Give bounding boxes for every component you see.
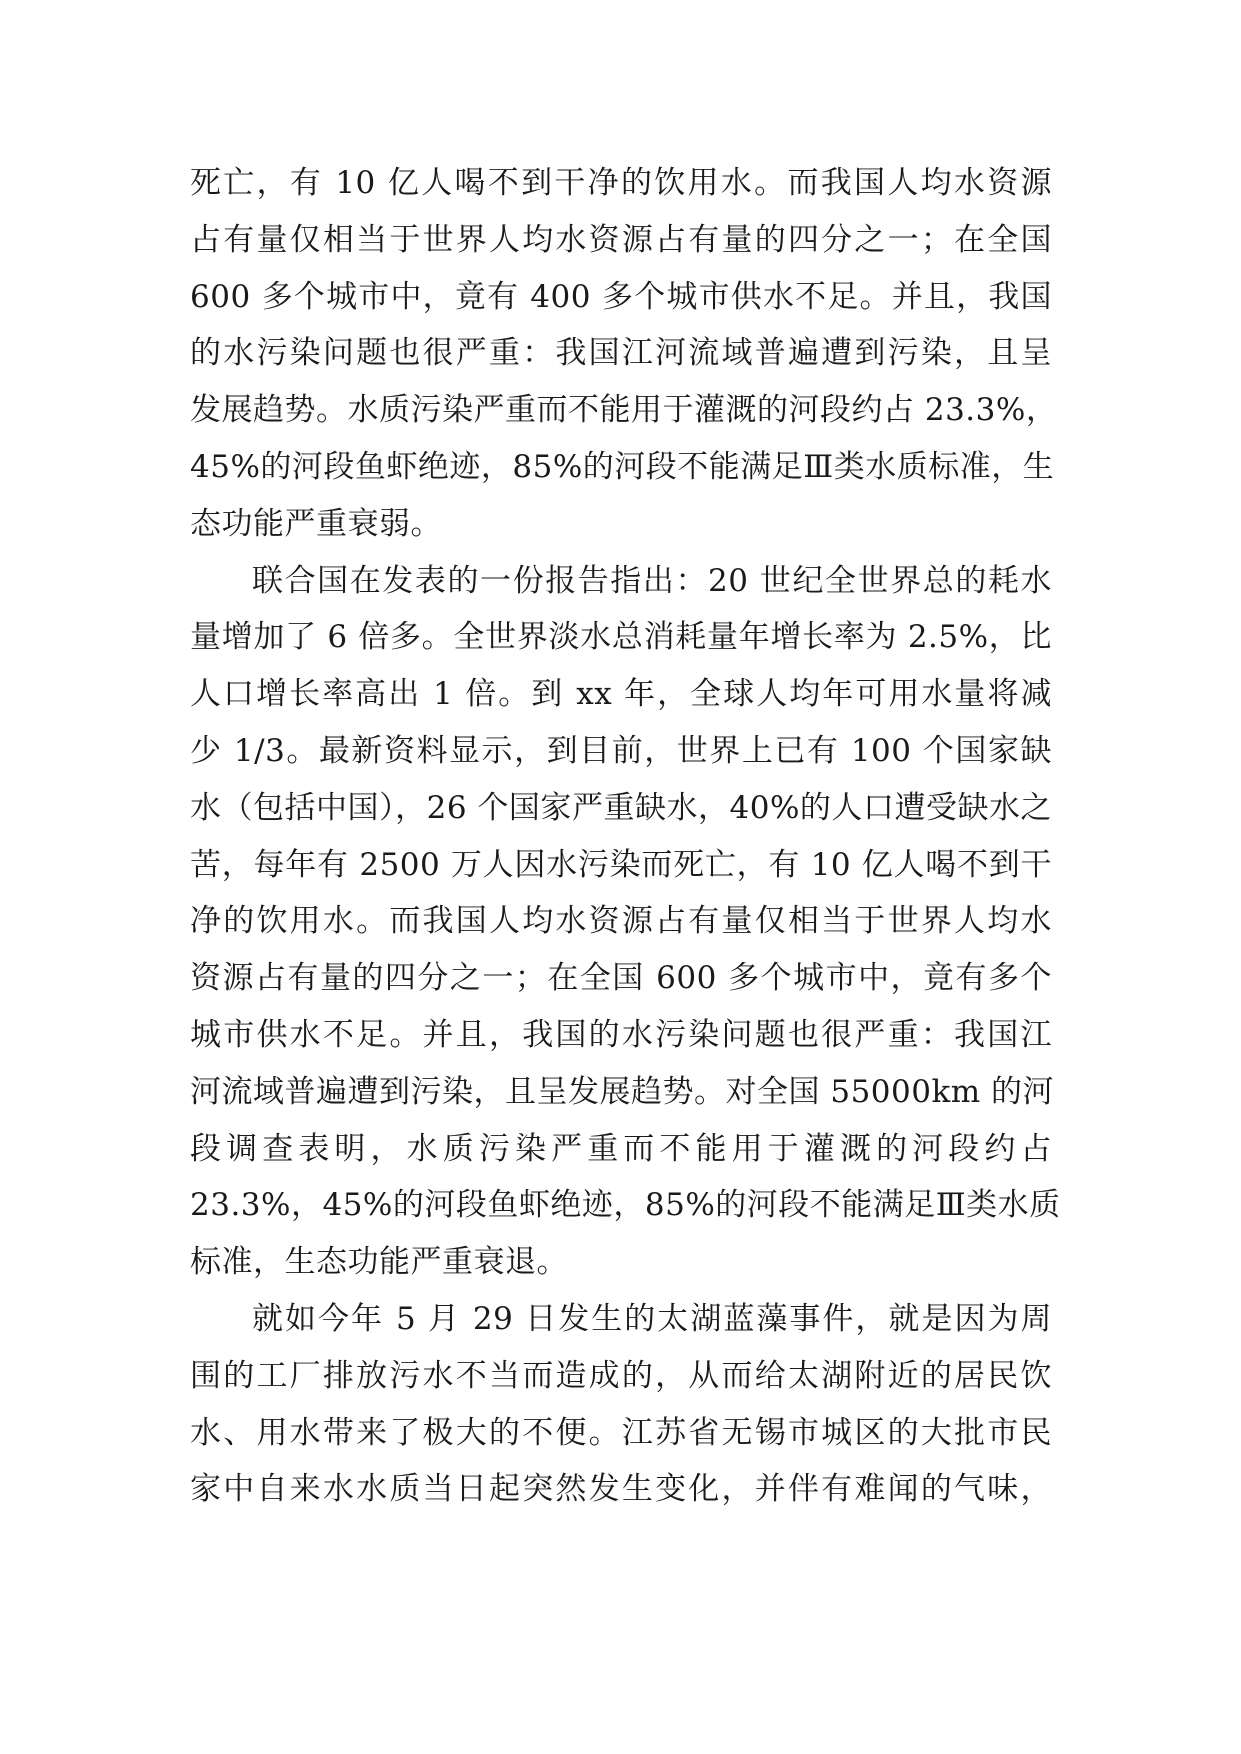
text-line: 净的饮用水。而我国人均水资源占有量仅相当于世界人均水 (190, 903, 1052, 940)
text-line: 城市供水不足。并且，我国的水污染问题也很严重：我国江 (190, 1016, 1052, 1053)
text-line: 45%的河段鱼虾绝迹，85%的河段不能满足Ⅲ类水质标准，生 (190, 448, 1055, 485)
text-line: 发展趋势。水质污染严重而不能用于灌溉的河段约占 23.3%， (190, 392, 1058, 429)
text-line: 少 1/3。最新资料显示，到目前，世界上已有 100 个国家缺 (190, 732, 1052, 769)
paragraph-3 (190, 1291, 1052, 1518)
text-line: 标准，生态功能严重衰退。 (190, 1244, 568, 1281)
text-line: 围的工厂排放污水不当而造成的，从而给太湖附近的居民饮 (190, 1357, 1052, 1394)
document-body (190, 155, 1061, 1518)
text-line: 资源占有量的四分之一；在全国 600 多个城市中，竟有多个 (190, 960, 1052, 997)
text-line: 段调查表明，水质污染严重而不能用于灌溉的河段约占 (190, 1130, 1052, 1167)
text-line: 占有量仅相当于世界人均水资源占有量的四分之一；在全国 (190, 221, 1052, 258)
text-line: 人口增长率高出 1 倍。到 xx 年，全球人均年可用水量将减 (190, 676, 1052, 713)
text-line: 态功能严重衰弱。 (190, 505, 442, 542)
text-line: 量增加了 6 倍多。全世界淡水总消耗量年增长率为 2.5%，比 (190, 619, 1052, 656)
text-line: 600 多个城市中，竟有 400 多个城市供水不足。并且，我国 (190, 278, 1052, 315)
text-line: 就如今年 5 月 29 日发生的太湖蓝藻事件，就是因为周 (252, 1300, 1052, 1337)
text-line: 23.3%，45%的河段鱼虾绝迹，85%的河段不能满足Ⅲ类水质 (190, 1187, 1061, 1224)
text-line: 死亡，有 10 亿人喝不到干净的饮用水。而我国人均水资源 (190, 165, 1052, 201)
paragraph-1 (190, 155, 1058, 553)
paragraph-2 (190, 553, 1061, 1291)
text-line: 家中自来水水质当日起突然发生变化，并伴有难闻的气味， (190, 1471, 1052, 1508)
text-line: 苦，每年有 2500 万人因水污染而死亡，有 10 亿人喝不到干 (190, 846, 1052, 883)
text-line: 水（包括中国），26 个国家严重缺水，40%的人口遭受缺水之 (190, 789, 1052, 826)
text-line: 联合国在发表的一份报告指出：20 世纪全世界总的耗水 (252, 562, 1052, 599)
text-line: 的水污染问题也很严重：我国江河流域普遍遭到污染，且呈 (190, 335, 1052, 372)
text-line: 水、用水带来了极大的不便。江苏省无锡市城区的大批市民 (190, 1414, 1052, 1451)
text-line: 河流域普遍遭到污染，且呈发展趋势。对全国 55000km 的河 (190, 1073, 1055, 1110)
